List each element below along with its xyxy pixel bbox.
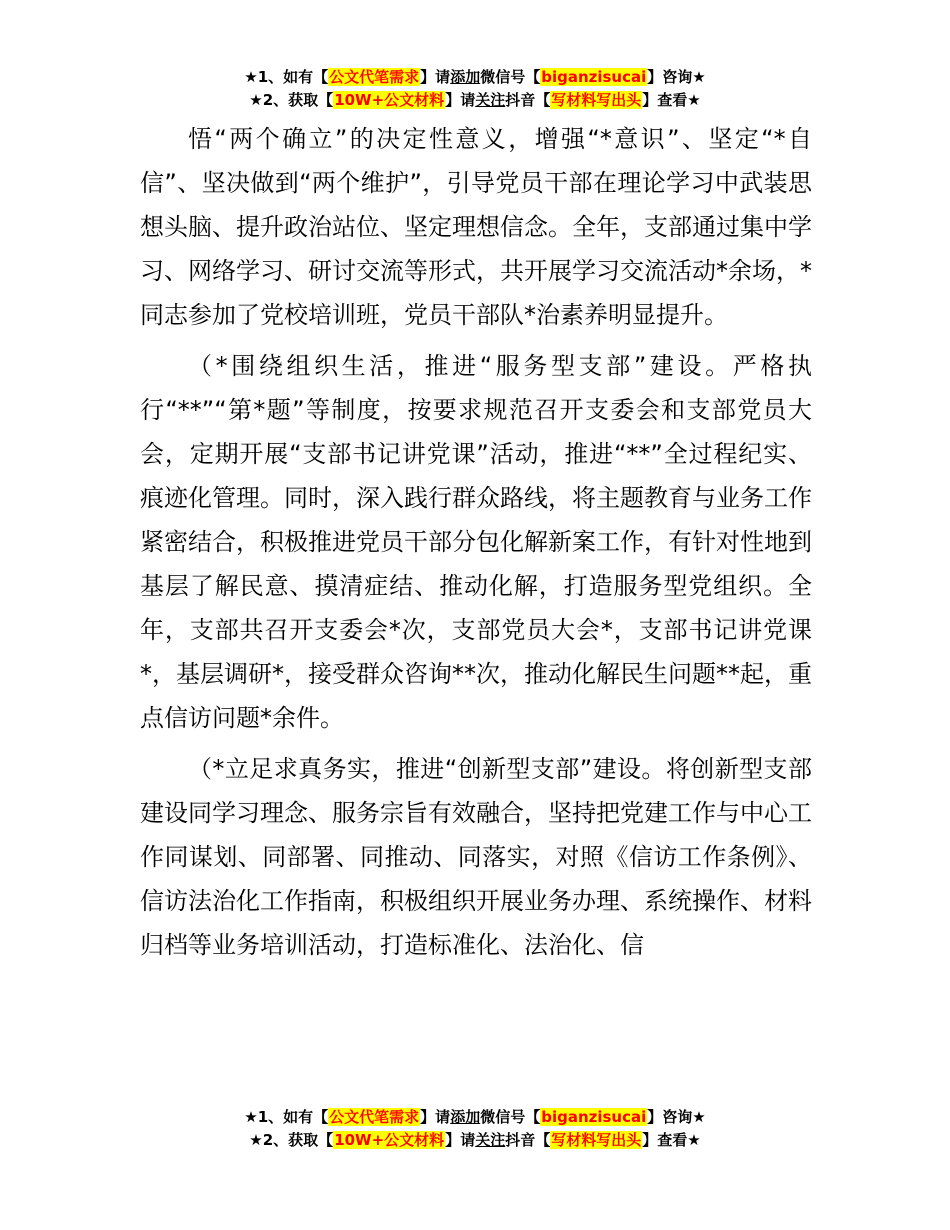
underlined-text: 关注 — [475, 1131, 506, 1149]
ad-text: 】查看★ — [642, 1131, 701, 1149]
underlined-text: 关注 — [475, 91, 506, 109]
ad-text: ★1、如有【 — [244, 68, 329, 86]
highlight-text: biganzisucai — [541, 1108, 647, 1126]
ad-text: ★2、获取【 — [249, 1131, 334, 1149]
underlined-text: 添加 — [450, 1108, 481, 1126]
ad-text: 】请 — [445, 1131, 476, 1149]
document-body — [140, 117, 812, 967]
body-paragraph: （*立足求真务实，推进“创新型支部”建设。将创新型支部建设同学习理念、服务宗旨有效融合，坚持把党建工作与中心工作同谋划、同部署、同推动、同落实，对照《信访工作条例》、信访法治化工作指南，积极组织开展业务办理、系统操作、材料归档等业务培训活动，打造标准化、法治化、信 — [140, 755, 812, 959]
ad-line-2 — [0, 89, 950, 112]
ad-text: 微信号【 — [480, 68, 541, 86]
highlight-text: 10W+公文材料 — [334, 1131, 445, 1149]
ad-text: 】查看★ — [642, 91, 701, 109]
highlight-text: biganzisucai — [541, 68, 647, 86]
ad-text: 】咨询★ — [647, 1108, 706, 1126]
ad-text: 】请 — [445, 91, 476, 109]
ad-text: 】请 — [420, 1108, 451, 1126]
body-paragraph: （*围绕组织生活，推进“服务型支部”建设。严格执行“**”“第*题”等制度，按要求规范召开支委会和支部党员大会，定期开展“支部书记讲党课”活动，推进“**”全过程纪实、痕迹化管理。同时，深入践行群众路线，将主题教育与业务工作紧密结合，积极推进党员干部分包化解新案工作，有针对性地到基层了解民意、摸清症结、推动化解，打造服务型党组织。全年，支部共召开支委会*次，支部党员大会*，支部书记讲党课*，基层调研*，接受群众咨询**次，推动化解民生问题**起，重点信访问题*余件。 — [140, 352, 812, 732]
highlight-text: 10W+公文材料 — [334, 91, 445, 109]
ad-text: 抖音【 — [505, 91, 551, 109]
ad-text: 抖音【 — [505, 1131, 551, 1149]
ad-text: ★1、如有【 — [244, 1108, 329, 1126]
body-paragraph: 悟“两个确立”的决定性意义，增强“*意识”、坚定“*自信”、坚决做到“两个维护”，引导党员干部在理论学习中武装思想头脑、提升政治站位、坚定理想信念。全年，支部通过集中学习、网络学习、研讨交流等形式，共开展学习交流活动*余场，*同志参加了党校培训班，党员干部队*治素养明显提升。 — [140, 125, 812, 329]
header-ad-banner — [0, 66, 950, 112]
footer-ad-banner — [0, 1106, 950, 1152]
ad-text: 微信号【 — [480, 1108, 541, 1126]
highlight-text: 写材料写出头 — [551, 1131, 642, 1149]
highlight-text: 公文代笔需求 — [329, 68, 420, 86]
ad-line-1 — [0, 66, 950, 89]
ad-line-1 — [0, 1106, 950, 1129]
ad-line-2 — [0, 1129, 950, 1152]
highlight-text: 公文代笔需求 — [329, 1108, 420, 1126]
ad-text: 】咨询★ — [647, 68, 706, 86]
highlight-text: 写材料写出头 — [551, 91, 642, 109]
ad-text: ★2、获取【 — [249, 91, 334, 109]
underlined-text: 添加 — [450, 68, 481, 86]
ad-text: 】请 — [420, 68, 451, 86]
